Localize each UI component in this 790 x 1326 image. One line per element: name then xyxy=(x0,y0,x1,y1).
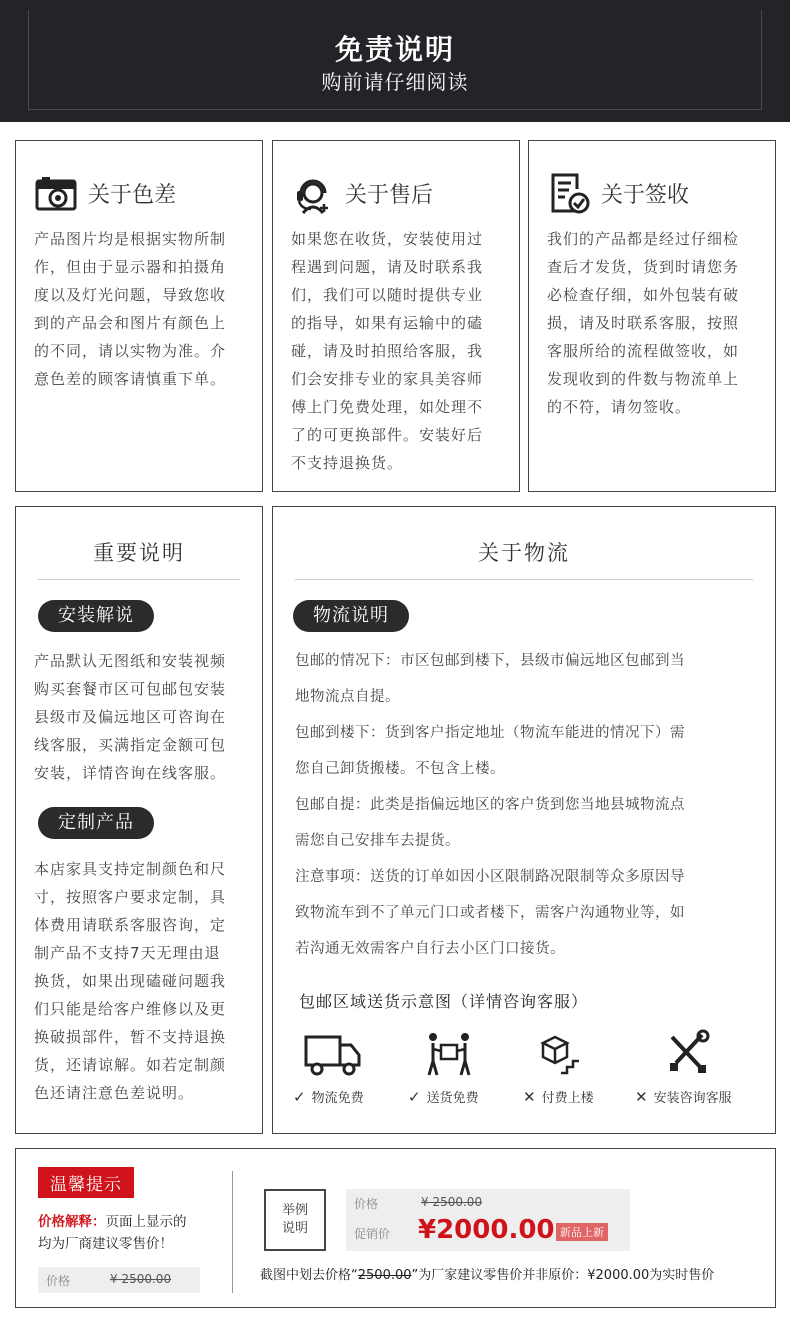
shipping-label: 送货免费 xyxy=(426,1091,479,1106)
divider xyxy=(295,579,753,580)
page-title: 免责说明 xyxy=(334,33,455,66)
card-line: 碰，请及时拍照给客服，我 xyxy=(291,342,484,360)
price-explain-text: 页面上显示的 xyxy=(105,1214,187,1230)
notice-badge: 温馨提示 xyxy=(38,1167,134,1198)
body-line: 购买套餐市区可包邮包安装 xyxy=(34,680,227,698)
body-line: 县级市及偏远地区可咨询在 xyxy=(34,708,227,726)
tools-icon xyxy=(658,1029,718,1079)
shipping-item xyxy=(523,1087,594,1106)
delivery-person-icon xyxy=(419,1029,479,1079)
divider xyxy=(38,579,240,580)
sign-document-icon xyxy=(547,171,591,215)
shipping-item xyxy=(408,1087,479,1106)
important-notes-panel xyxy=(15,506,263,1134)
promo-value: ¥2000.00 xyxy=(418,1215,555,1245)
card-title-row xyxy=(291,171,433,215)
body-line: 安装，详情咨询在线客服。 xyxy=(34,764,227,782)
body-line: 需您自己安排车去提货。 xyxy=(295,833,460,849)
body-line: 色还请注意色差说明。 xyxy=(34,1084,195,1102)
body-line: 包邮到楼下：货到客户指定地址（物流车能进的情况下）需 xyxy=(295,725,685,741)
price-label: 价格 xyxy=(46,1274,71,1288)
header-frame-bottom xyxy=(28,109,762,110)
price-value: ¥ 2500.00 xyxy=(421,1195,483,1209)
card-line: 产品图片均是根据实物所制 xyxy=(34,230,227,248)
card-title: 关于签收 xyxy=(601,182,690,208)
body-line: 们只能是给客户维修以及更 xyxy=(34,1000,227,1018)
card-line: 度以及灯光问题，导致您收 xyxy=(34,286,227,304)
price-footnote xyxy=(260,1264,714,1283)
example-label-box xyxy=(264,1189,326,1251)
card-body xyxy=(291,225,483,477)
card-line: 如果您在收货，安装使用过 xyxy=(291,230,484,248)
card-line: 作，但由于显示器和拍摄角 xyxy=(34,258,227,276)
card-after-sales xyxy=(272,140,520,492)
price-explain-label: 价格解释： xyxy=(38,1214,106,1230)
logistics-body xyxy=(295,643,685,967)
body-line: 寸，按照客户要求定制，具 xyxy=(34,888,227,906)
example-price-strip xyxy=(346,1189,630,1251)
custom-body xyxy=(34,855,226,1107)
price-value: ¥ 2500.00 xyxy=(110,1272,172,1286)
footnote-strike-price: 2500.00 xyxy=(357,1268,412,1283)
cross-icon: ✕ xyxy=(523,1087,536,1106)
card-body xyxy=(547,225,739,421)
left-price-strip xyxy=(38,1267,200,1293)
check-icon: ✓ xyxy=(293,1087,306,1106)
logistics-panel xyxy=(272,506,776,1134)
price-explain xyxy=(38,1211,187,1255)
custom-pill: 定制产品 xyxy=(38,807,154,839)
example-label-text: 说明 xyxy=(281,1221,308,1236)
card-line: 意色差的顾客请慎重下单。 xyxy=(34,370,227,388)
footnote-text: ”为厂家建议零售价并非原价：¥2000.00为实时售价 xyxy=(411,1268,715,1283)
new-badge: 新品上新 xyxy=(556,1223,608,1241)
page-subtitle: 购前请仔细阅读 xyxy=(321,70,469,94)
cross-icon: ✕ xyxy=(635,1087,648,1106)
promo-label: 促销价 xyxy=(354,1227,391,1241)
shipping-label: 物流免费 xyxy=(311,1091,364,1106)
body-line: 注意事项：送货的订单如因小区限制路况限制等众多原因导 xyxy=(295,869,685,885)
section-heading: 关于物流 xyxy=(478,541,570,565)
check-icon: ✓ xyxy=(408,1087,421,1106)
customer-service-icon xyxy=(291,171,335,215)
price-notice-panel xyxy=(15,1148,776,1308)
example-label-text: 举例 xyxy=(281,1203,308,1218)
card-line: 不支持退换货。 xyxy=(291,454,404,472)
install-pill: 安装解说 xyxy=(38,600,154,632)
price-explain-text: 均为厂商建议零售价！ xyxy=(38,1236,173,1252)
truck-icon xyxy=(303,1029,363,1079)
section-heading: 重要说明 xyxy=(93,541,185,565)
install-body xyxy=(34,647,226,787)
footnote-text: 截图中划去价格“ xyxy=(260,1268,358,1283)
card-line: 的不同，请以实物为准。介 xyxy=(34,342,227,360)
body-line: 线客服，买满指定金额可包 xyxy=(34,736,227,754)
card-line: 客服所给的流程做签收，如 xyxy=(547,342,740,360)
card-title-row xyxy=(34,171,176,215)
card-line: 们会安排专业的家具美容师 xyxy=(291,370,484,388)
page-header xyxy=(0,0,790,122)
shipping-item xyxy=(635,1087,732,1106)
body-line: 产品默认无图纸和安装视频 xyxy=(34,652,227,670)
diagram-title: 包邮区域送货示意图（详情咨询客服） xyxy=(299,992,589,1011)
shipping-item xyxy=(293,1087,364,1106)
body-line: 换货，如果出现磕碰问题我 xyxy=(34,972,227,990)
card-line: 到的产品会和图片有颜色上 xyxy=(34,314,227,332)
card-line: 程遇到问题，请及时联系我 xyxy=(291,258,484,276)
shipping-label: 付费上楼 xyxy=(541,1091,594,1106)
body-line: 地物流点自提。 xyxy=(295,689,400,705)
body-line: 致物流车到不了单元门口或者楼下，需客户沟通物业等，如 xyxy=(295,905,685,921)
card-line: 傅上门免费处理，如处理不 xyxy=(291,398,484,416)
card-color-difference xyxy=(15,140,263,492)
logistics-pill: 物流说明 xyxy=(293,600,409,632)
body-line: 货，还请谅解。如若定制颜 xyxy=(34,1056,227,1074)
shipping-label: 安装咨询客服 xyxy=(653,1091,732,1106)
body-line: 换破损部件，暂不支持退换 xyxy=(34,1028,227,1046)
card-title: 关于售后 xyxy=(345,182,434,208)
body-line: 包邮自提：此类是指偏远地区的客户货到您当地县城物流点 xyxy=(295,797,685,813)
body-line: 您自己卸货搬楼。不包含上楼。 xyxy=(295,761,505,777)
card-sign-for xyxy=(528,140,776,492)
body-line: 本店家具支持定制颜色和尺 xyxy=(34,860,227,878)
card-line: 的指导，如果有运输中的磕 xyxy=(291,314,484,332)
card-line: 必检查仔细，如外包装有破 xyxy=(547,286,740,304)
card-line: 损，请及时联系客服，按照 xyxy=(547,314,740,332)
box-stairs-icon xyxy=(535,1029,595,1079)
card-body xyxy=(34,225,226,393)
card-line: 查后才发货，货到时请您务 xyxy=(547,258,740,276)
price-label: 价格 xyxy=(354,1197,379,1211)
body-line: 制产品不支持7天无理由退 xyxy=(34,944,221,962)
card-title-row xyxy=(547,171,689,215)
body-line: 包邮的情况下：市区包邮到楼下，县级市偏远地区包邮到当 xyxy=(295,653,685,669)
card-title: 关于色差 xyxy=(88,182,177,208)
card-line: 发现收到的件数与物流单上 xyxy=(547,370,740,388)
body-line: 若沟通无效需客户自行去小区门口接货。 xyxy=(295,941,565,957)
camera-icon xyxy=(34,171,78,215)
body-line: 体费用请联系客服咨询，定 xyxy=(34,916,227,934)
card-line: 们，我们可以随时提供专业 xyxy=(291,286,484,304)
card-line: 了的可更换部件。安装好后 xyxy=(291,426,484,444)
card-line: 我们的产品都是经过仔细检 xyxy=(547,230,740,248)
card-line: 的不符，请勿签收。 xyxy=(547,398,692,416)
vertical-divider xyxy=(232,1171,233,1293)
